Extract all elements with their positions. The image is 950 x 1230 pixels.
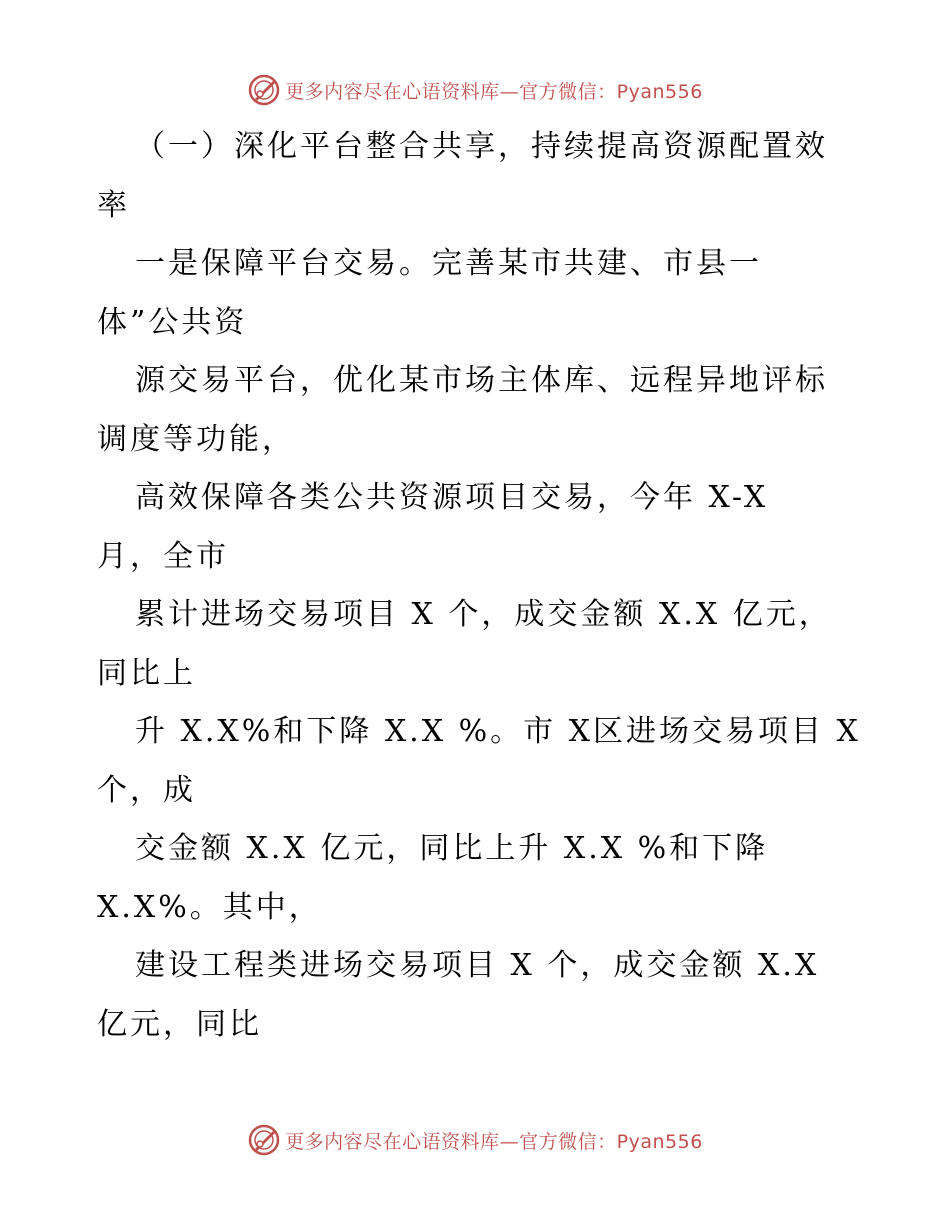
footer-banner-wechat: 官方微信：Pyan556	[519, 1130, 703, 1153]
body-line: 一是保障平台交易。完善某市共建、市县一	[135, 246, 762, 281]
header-banner-main: 更多内容尽在心语资料库—	[285, 80, 520, 103]
body-line: 亿元，同比	[97, 1006, 262, 1042]
section-heading: （一）深化平台整合共享，持续提高资源配置效	[135, 129, 828, 164]
body-line: 源交易平台，优化某市场主体库、远程异地评标	[135, 363, 828, 398]
header-banner-text	[285, 77, 703, 104]
body-line: 月，全市	[97, 538, 229, 574]
body-line: 交金额 X.X 亿元，同比上升 X.X %和下降	[135, 831, 769, 866]
document-body	[97, 118, 861, 1054]
body-line: 体”公共资	[97, 304, 248, 340]
body-line: 率	[97, 187, 130, 223]
body-line: X.X%。其中，	[97, 889, 322, 925]
body-line: 建设工程类进场交易项目 X 个，成交金额 X.X	[135, 948, 820, 983]
library-logo-icon	[247, 1123, 281, 1157]
footer-banner-main: 更多内容尽在心语资料库—	[285, 1130, 520, 1153]
body-line: 调度等功能，	[97, 421, 295, 457]
footer-banner-text	[285, 1127, 703, 1154]
header-banner-wechat: 官方微信：Pyan556	[519, 80, 703, 103]
body-line: 个，成	[97, 772, 196, 808]
body-line: 累计进场交易项目 X 个，成交金额 X.X 亿元，	[135, 597, 832, 632]
library-logo-icon	[247, 73, 281, 107]
body-line: 高效保障各类公共资源项目交易，今年 X-X	[135, 480, 769, 515]
header-banner	[0, 70, 950, 110]
body-line: 升 X.X%和下降 X.X %。市 X区进场交易项目 X	[135, 714, 861, 749]
body-line: 同比上	[97, 655, 196, 691]
footer-banner	[0, 1120, 950, 1160]
